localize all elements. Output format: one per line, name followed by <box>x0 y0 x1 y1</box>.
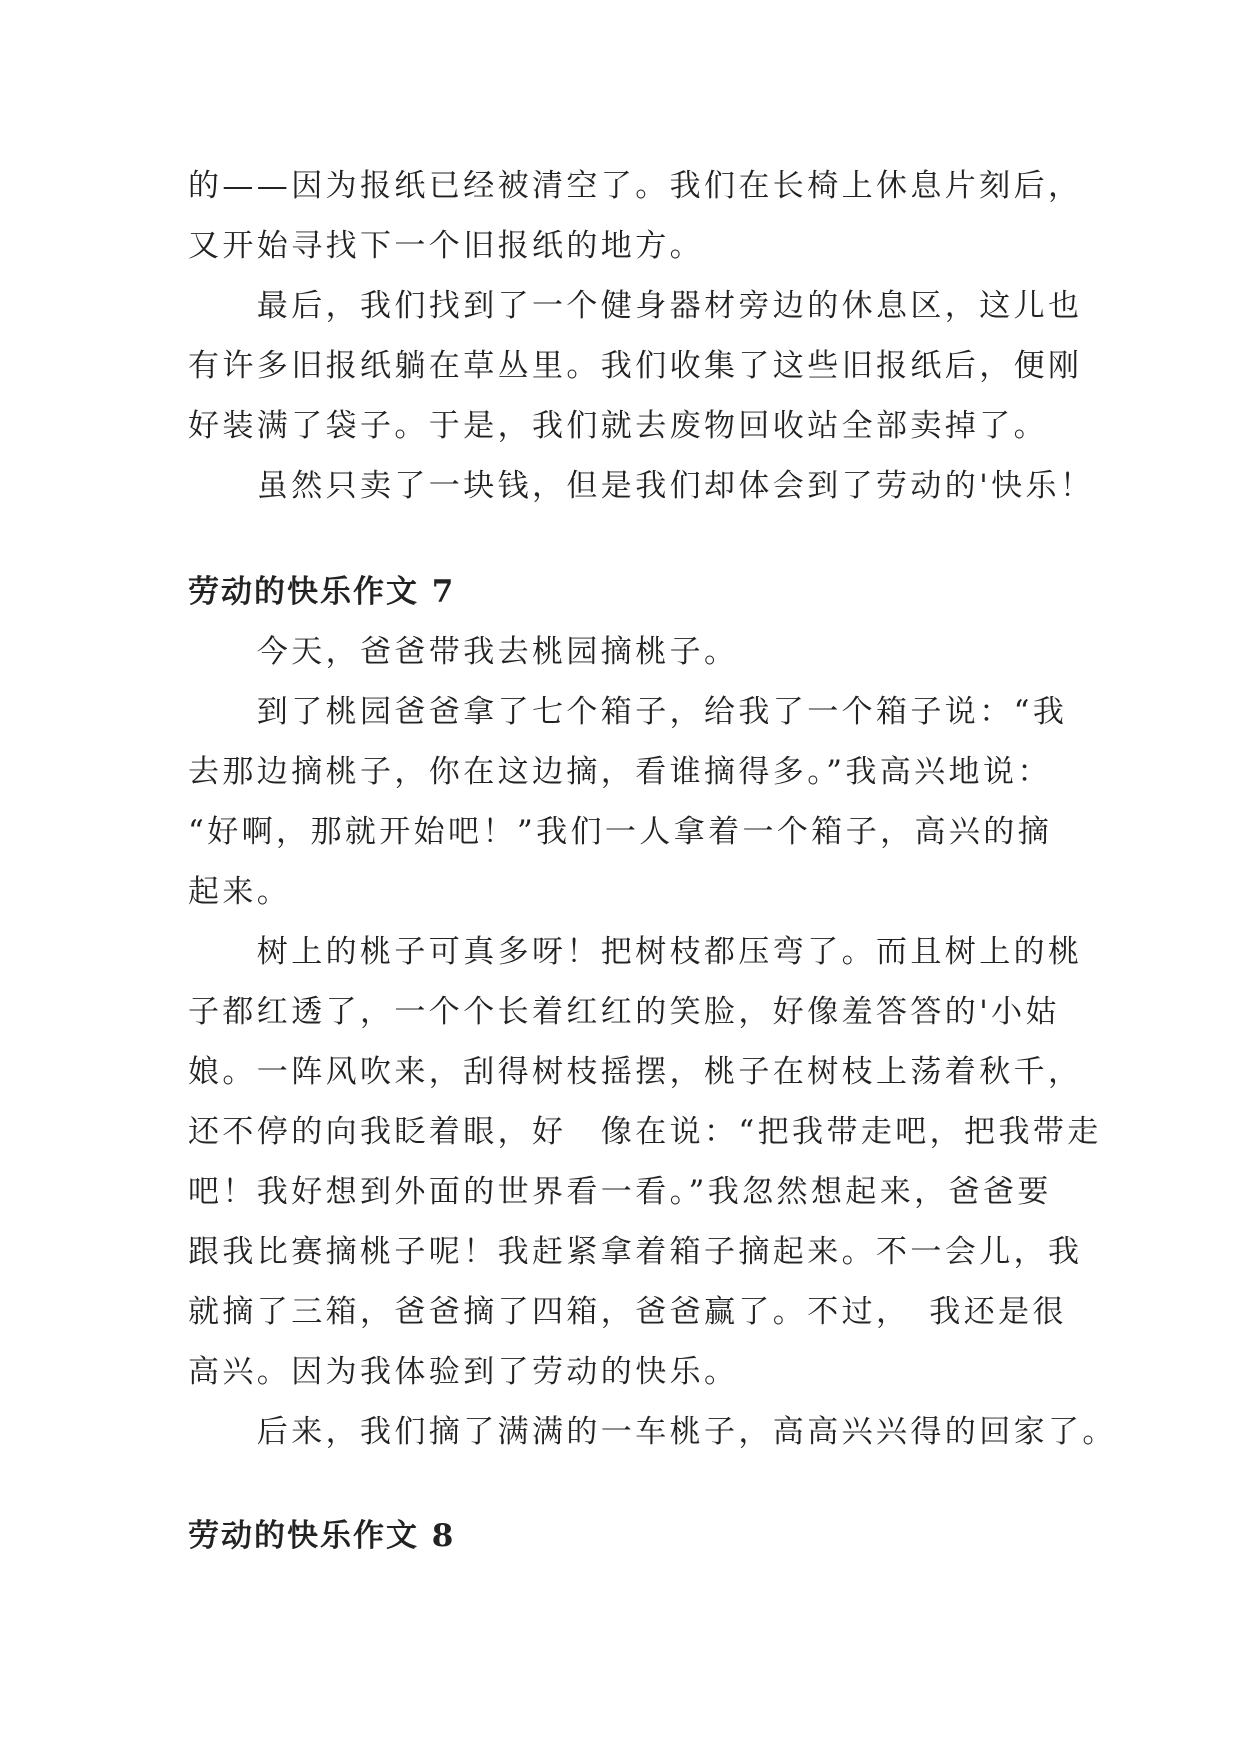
paragraph-line: 虽然只卖了一块钱，但是我们却体会到了劳动的'快乐！ <box>188 468 1095 504</box>
paragraph-line: 后来，我们摘了满满的一车桃子，高高兴兴得的回家了。 <box>188 1414 1117 1450</box>
paragraph-line: 今天，爸爸带我去桃园摘桃子。 <box>188 634 739 670</box>
paragraph-line: 最后，我们找到了一个健身器材旁边的休息区，这儿也 <box>188 288 1083 324</box>
paragraph-line: 有许多旧报纸躺在草丛里。我们收集了这些旧报纸后，便刚 <box>188 348 1083 384</box>
paragraph-line: 的——因为报纸已经被清空了。我们在长椅上休息片刻后， <box>188 168 1083 204</box>
paragraph-line: 起来。 <box>188 874 292 910</box>
paragraph-line: 就摘了三箱，爸爸摘了四箱，爸爸赢了。不过， 我还是很 <box>188 1294 1067 1330</box>
paragraph-line: 子都红透了，一个个长着红红的笑脸，好像羞答答的'小姑 <box>188 994 1060 1030</box>
paragraph-line: “好啊，那就开始吧！”我们一人拿着一个箱子，高兴的摘 <box>188 814 1053 850</box>
paragraph-line: 到了桃园爸爸拿了七个箱子，给我了一个箱子说：“我 <box>188 694 1068 730</box>
section-heading-8: 劳动的快乐作文 8 <box>188 1518 456 1554</box>
paragraph-line: 树上的桃子可真多呀！把树枝都压弯了。而且树上的桃 <box>188 934 1083 970</box>
paragraph-line: 娘。一阵风吹来，刮得树枝摇摆，桃子在树枝上荡着秋千， <box>188 1054 1083 1090</box>
paragraph-line: 高兴。因为我体验到了劳动的快乐。 <box>188 1354 739 1390</box>
paragraph-line: 又开始寻找下一个旧报纸的地方。 <box>188 228 704 264</box>
section-heading-7: 劳动的快乐作文 7 <box>188 574 456 610</box>
paragraph-line: 还不停的向我眨着眼，好 像在说：“把我带走吧，把我带走 <box>188 1114 1102 1150</box>
paragraph-line: 吧！我好想到外面的世界看一看。”我忽然想起来，爸爸要 <box>188 1174 1052 1210</box>
paragraph-line: 好装满了袋子。于是，我们就去废物回收站全部卖掉了。 <box>188 408 1048 444</box>
paragraph-line: 去那边摘桃子，你在这边摘，看谁摘得多。”我高兴地说： <box>188 754 1052 790</box>
paragraph-line: 跟我比赛摘桃子呢！我赶紧拿着箱子摘起来。不一会儿，我 <box>188 1234 1083 1270</box>
